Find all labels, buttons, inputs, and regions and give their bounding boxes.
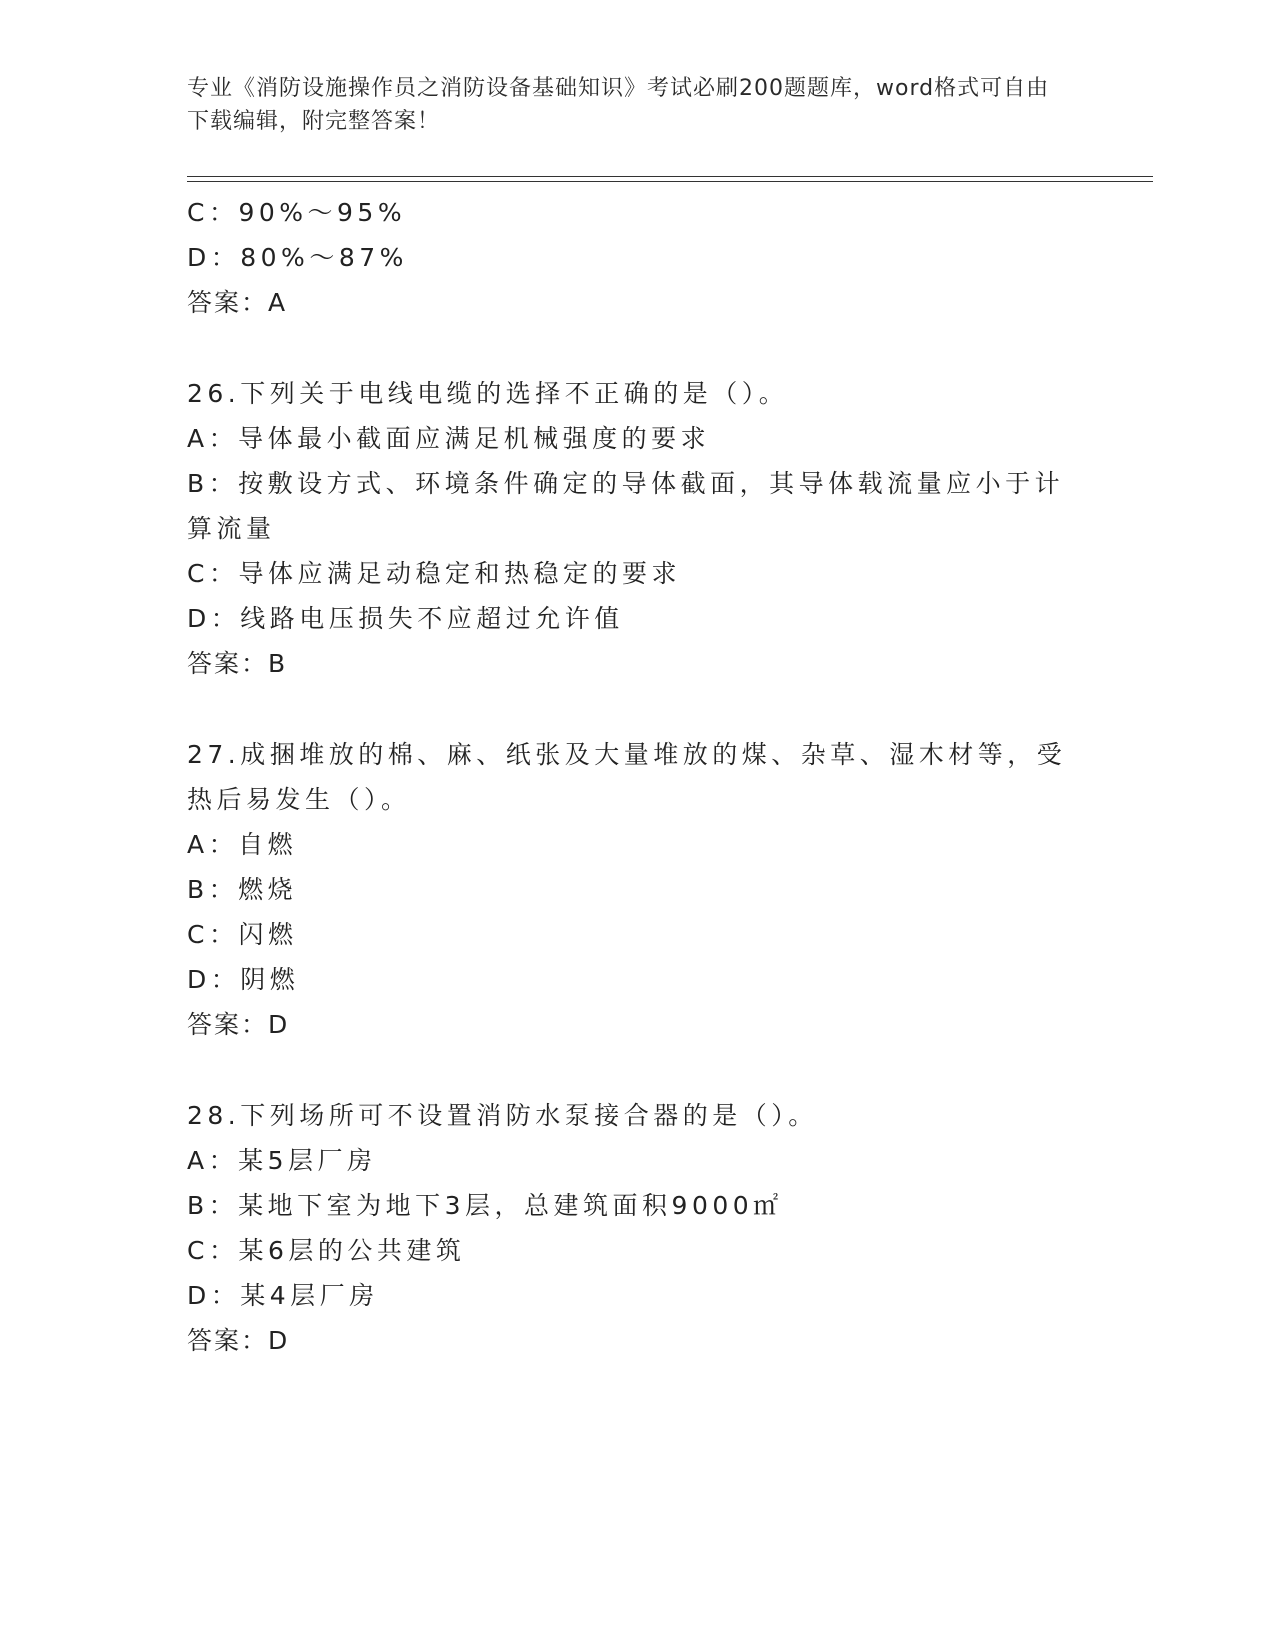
question-stem: 26.下列关于电线电缆的选择不正确的是（）。 [187,379,789,408]
header-rule-bottom [187,181,1153,182]
option-c: C：某6层的公共建筑 [187,1236,466,1265]
question-26 [187,371,1067,686]
option-b: B：燃烧 [187,875,298,904]
question-stem: 27.成捆堆放的棉、麻、纸张及大量堆放的煤、杂草、湿木材等，受热后易发生（）。 [187,740,1067,814]
answer-line: 答案：A [187,288,288,317]
document-header: 专业《消防设施操作员之消防设备基础知识》考试必刷200题题库，word格式可自由下载编辑，附完整答案！ [187,76,1050,134]
option-a: A：导体最小截面应满足机械强度的要求 [187,424,711,453]
option-d: D：某4层厂房 [187,1281,379,1310]
question-list [187,190,1067,1363]
answer-line: 答案：D [187,1326,290,1355]
option-a: A：自燃 [187,830,298,859]
question-stem: 28.下列场所可不设置消防水泵接合器的是（）。 [187,1101,818,1130]
option-d: D：80%～87% [187,243,408,272]
option-d: D：线路电压损失不应超过允许值 [187,604,624,633]
option-c: C：导体应满足动稳定和热稳定的要求 [187,559,681,588]
option-a: A：某5层厂房 [187,1146,377,1175]
question-27 [187,732,1067,1047]
option-c: C：闪燃 [187,920,298,949]
answer-line: 答案：D [187,1010,290,1039]
option-b: B：按敷设方式、环境条件确定的导体截面，其导体载流量应小于计算流量 [187,469,1065,543]
answer-line: 答案：B [187,649,288,678]
option-c: C：90%～95% [187,198,407,227]
question-28 [187,1093,1067,1363]
option-d: D：阴燃 [187,965,300,994]
header-rule-top [187,176,1153,177]
question-fragment [187,190,1067,325]
option-b: B：某地下室为地下3层，总建筑面积9000㎡ [187,1191,783,1220]
